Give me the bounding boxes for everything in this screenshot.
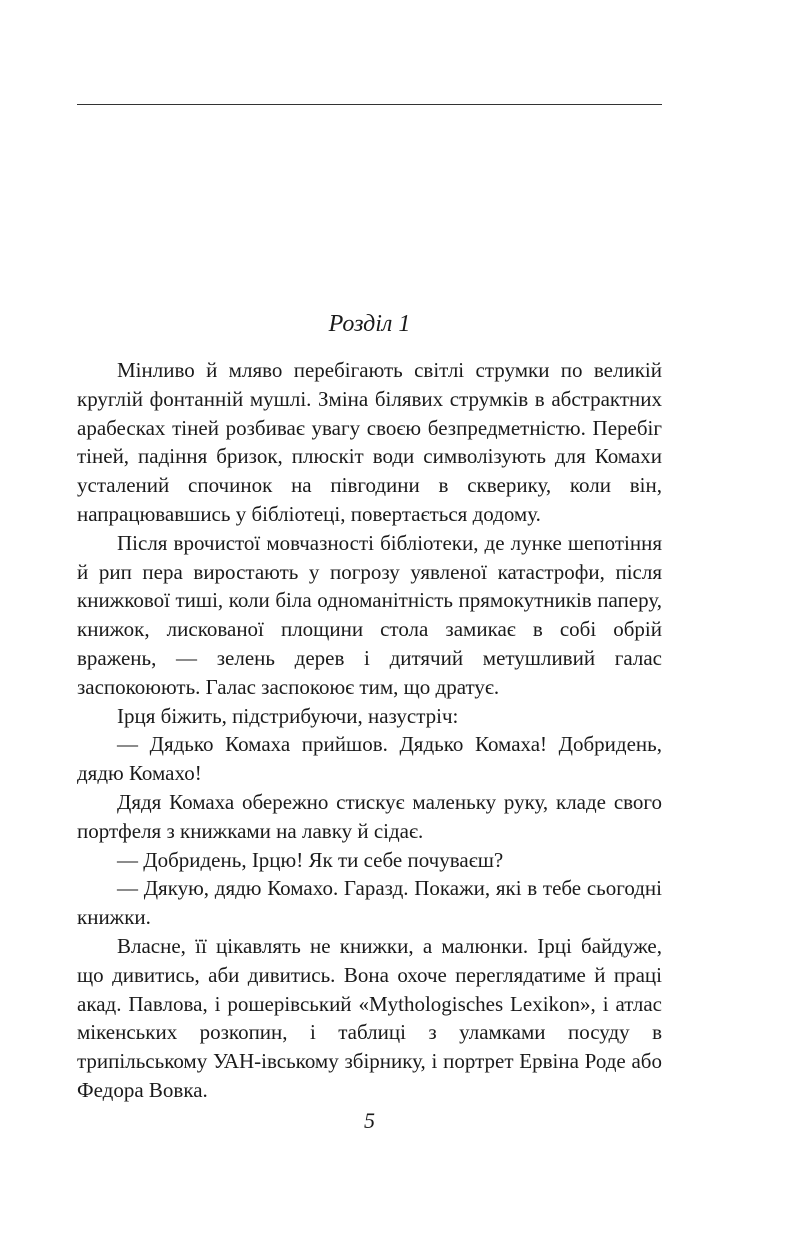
- paragraph: — Добридень, Ірцю! Як ти себе почуваєш?: [117, 847, 504, 872]
- header-rule: [77, 104, 662, 105]
- paragraph: — Дякую, дядю Комахо. Гаразд. Покажи, які в тебе сьогодні книжки.: [77, 876, 662, 930]
- paragraph: Власне, її цікавлять не книжки, а малюнки. Ірці байдуже, що дивитись, аби дивитись. Вона охоче переглядатиме й праці акад. Павлова, і рошерівський «Mythologisches Lexikon», і атлас мікенських розкопин, і таблиці з уламками посуду в трипільському УАН-івському збірнику, і портрет Ервіна Роде або Федора Вовка.: [77, 933, 662, 1102]
- paragraph: Дядя Комаха обережно стискує маленьку руку, кладе свого портфеля з книжками на лавку й сідає.: [77, 789, 662, 843]
- chapter-title: Розділ 1: [328, 311, 411, 337]
- paragraph: — Дядько Комаха прийшов. Дядько Комаха! Добридень, дядю Комахо!: [77, 732, 662, 786]
- page-number: 5: [364, 1108, 375, 1133]
- body-text: [77, 356, 662, 1105]
- paragraph: Після врочистої мовчазності бібліотеки, де лунке шепотіння й рип пера виростають у погрозу уявленої катастрофи, після книжкової тиші, коли біла одноманітність прямокутників паперу, книжок, лискованої площини стола замикає в собі обрій вражень, — зелень дерев і дитячий метушливий галас заспокоюють. Галас заспокоює тим, що дратує.: [77, 530, 662, 699]
- paragraph: Мінливо й мляво перебігають світлі струмки по великій круглій фонтанній мушлі. Зміна білявих струмків в абстрактних арабесках тіней розбиває увагу своєю безпредметністю. Перебіг тіней, падіння бризок, плюскіт води символізують для Комахи усталений спочинок на півгодини в скверику, коли він, напрацювавшись у бібліотеці, повертається додому.: [77, 358, 662, 526]
- paragraph: Ірця біжить, підстрибуючи, назустріч:: [117, 703, 459, 728]
